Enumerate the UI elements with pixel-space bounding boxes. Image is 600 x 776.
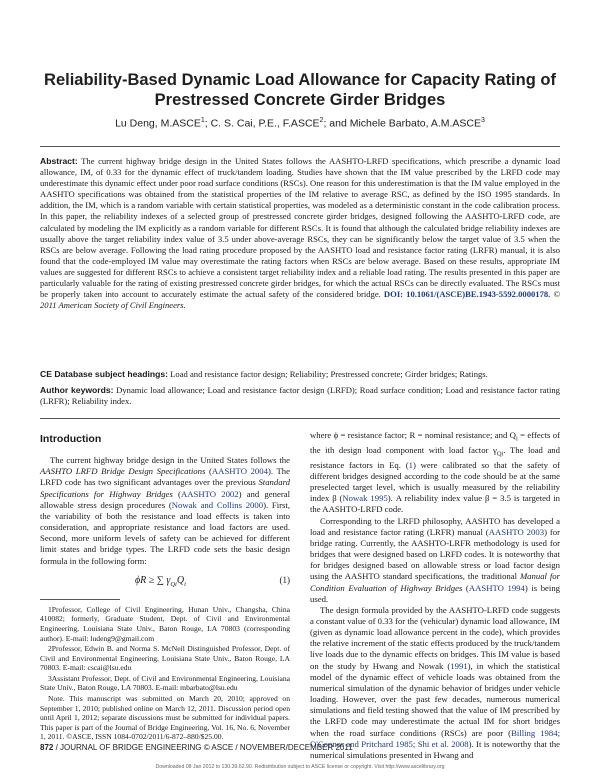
- author-1: Lu Deng, M.ASCE: [115, 117, 201, 130]
- copyright-notice: © 2011 American Society of Civil Engineers.: [40, 289, 560, 311]
- download-notice: Downloaded 08 Jan 2012 to 130.39.62.90. Redistribution subject to ASCE license or copyright. Visit http://www.ascelibrary.org: [155, 764, 445, 770]
- abstract: [40, 156, 560, 311]
- equation-number: (1): [279, 574, 290, 585]
- citation-link[interactable]: AASHTO 2002: [180, 488, 239, 499]
- abstract-text: The current highway bridge design in the United States follows the AASHTO-LRFD specifications, which prescribe a dynamic load allowance, IM, of 0.33 for the dynamic effect of truck/tandem loading. Studies have shown that the IM value prescribed by the LRFD code may underestimate this dynamic effect under poor road surface conditions (RSCs). One reason for this underestimation is that the IM value employed in the AASHTO specifications was obtained from the statistical properties of the IM relative to average RSC, as defined by the ISO 1995 standards. In addition, the IM, which is a random variable with certain statistical properties, was modeled as a deterministic constant in the code calibration process. In this paper, the reliability indexes of a selected group of prestressed concrete girder bridges, designed following the AASHTO-LRFD code, are calculated by modeling the IM explicitly as a random variable for different RSCs. It is found that although the calculated bridge reliability indexes are usually above the target reliability index value of 3.5 under above-average RSCs, they can be significantly below the target value of 3.5 when the RSCs are below average. Following the load rating procedure proposed by the AASHTO load and resistance factor rating (LRFR) manual, it is also found that the code-employed IM value may overestimate the rating factors when RSCs are below average. Based on these results, appropriate IM values are suggested for different RSCs to achieve a consistent target reliability index and a reliable load rating. The results presented in this paper are particularly valuable for the rating of existing prestressed concrete girder bridges, for which the actual RSCs can be directly evaluated. The RSCs must be properly taken into account to accurately estimate the actual safety of the considered bridge.: [40, 156, 560, 300]
- text-run: (: [172, 488, 181, 499]
- subject-headings-text: Load and resistance factor design; Reliability; Prestressed concrete; Girder bridges; Ratings.: [168, 369, 488, 379]
- text-run: . The load and resistance factors in Eq. (: [310, 444, 560, 470]
- paper-title: Reliability-Based Dynamic Load Allowance for Capacity Rating of Prestressed Concrete Girder Bridges: [44, 71, 556, 109]
- affiliation-mark-3: 3: [481, 117, 485, 124]
- citation-link[interactable]: Nowak and Collins 2000: [171, 499, 264, 510]
- text-run: Corresponding to the LRFD philosophy, AASHTO has developed a load and resistance factor rating (LRFR) manual (: [310, 515, 560, 537]
- right-column: [310, 430, 560, 761]
- citation-link[interactable]: Billing 1984; O'Connor and Pritchard 1985; Shi et al. 2008: [310, 727, 560, 749]
- text-run: = effects of the ith design load component with load factor γ: [310, 430, 560, 455]
- text-run: ). It is noteworthy that the numerical simulations presented in Hwang and: [310, 738, 560, 760]
- affiliation-mark-1: 1: [200, 117, 205, 124]
- manuscript-note: Note. This manuscript was submitted on March 20, 2010; approved on September 1, 2010; published online on March 12, 2011. Discussion period open until April 1, 2012; separate discussions must be submitted for individual papers. This paper is part of the Journal of Bridge Engineering, Vol. 16, No. 6, November 1, 2011. ©ASCE, ISSN 1084-0702/2011/6-872–880/$25.00.: [40, 694, 290, 742]
- top-divider: [40, 146, 560, 147]
- keywords-label: Author keywords:: [40, 385, 114, 395]
- text-run: ). The LRFD code has two significant advantages over the previous: [40, 466, 291, 488]
- text-run: ) were calibrated so that the safety of different bridges designed according to the code should be at the same preselected target level, which is usually measured by the reliability index β (: [310, 459, 560, 504]
- author-keywords: [40, 385, 560, 407]
- subject-headings: [40, 369, 560, 380]
- body-paragraph-2: [310, 516, 560, 605]
- footnote-divider: [40, 599, 120, 600]
- text-run: ) is being used.: [310, 582, 561, 604]
- equation-link[interactable]: 1: [408, 459, 413, 470]
- affiliation-mark-2: 2: [319, 117, 324, 124]
- equation-1: [40, 575, 290, 591]
- journal-info: / JOURNAL OF BRIDGE ENGINEERING © ASCE / NOVEMBER/DECEMBER 2011: [53, 743, 353, 752]
- footnote-3: 3Assistant Professor, Dept. of Civil and Environmental Engineering, Louisiana State Univ., Baton Rouge, LA 70803. E-mail: mbarbato@lsu.edu: [40, 673, 290, 693]
- text-run: where ϕ = resistance factor; R = nominal resistance; and Q: [310, 430, 516, 440]
- footnote-1: 1Professor, College of Civil Engineering, Hunan Univ., Changsha, China 410082; formerly, Graduate Student, Dept. of Civil and Environmental Engineering, Louisiana State Univ., Baton Rouge, LA 70803 (corresponding author). E-mail: ludeng9@gmail.com: [40, 604, 290, 643]
- abstract-label: Abstract:: [40, 156, 78, 166]
- citation-link[interactable]: Nowak 1995: [342, 493, 388, 504]
- subscript: Qi: [496, 450, 504, 458]
- page-number: 872: [40, 743, 54, 752]
- text-run: ). A reliability index value β = 3.5 is targeted in the AASHTO-LRFD code.: [310, 493, 560, 515]
- equation-subscript: Qi: [170, 580, 177, 588]
- text-run: (: [462, 582, 469, 593]
- text-run: ) for bridge rating. Currently, the AASHTO-LRFR methodology is used for bridges that were designed based on LRFD codes. It is noteworthy that for bridges designed based on allowable stress or load factor design using the AASHTO standard specifications, the traditional: [310, 526, 561, 582]
- author-list: [40, 117, 560, 130]
- citation-link[interactable]: AASHTO 2004: [211, 466, 268, 477]
- section-heading-introduction: Introduction: [40, 433, 102, 445]
- section-divider: [40, 418, 560, 419]
- left-column: [40, 430, 290, 743]
- equation-text: ϕR ≥ ∑ γ: [135, 574, 171, 586]
- text-run: (: [205, 466, 212, 477]
- citation-link[interactable]: AASHTO 2003: [488, 526, 545, 537]
- footnote-2: 2Professor, Edwin B. and Norma S. McNeil Distinguished Professor, Dept. of Civil and Environmental Engineering, Louisiana State Univ., Baton Rouge, LA 70803. E-mail: cscai@lsu.edu: [40, 644, 290, 673]
- body-paragraph-3: [310, 605, 560, 761]
- intro-paragraph-1: [40, 455, 290, 567]
- text-run: ), in which the statistical model of the dynamic effect of vehicle loads was obtained from the numerical simulation of the dynamic behavior of bridges under vehicle loading. However, over the past few decades, numerous numerical simulations and field testing showed that the value of IM prescribed by the LRFD code may underestimate the actual IM for short bridges when the road surface conditions (RSCs) are poor (: [310, 660, 560, 738]
- text-run: ) and general allowable stress design procedures (: [40, 488, 290, 510]
- equation-subscript: i: [184, 580, 186, 588]
- author-3: ; and Michele Barbato, A.M.ASCE: [323, 117, 482, 130]
- page-footer: [40, 743, 353, 752]
- equation-body: [135, 575, 186, 590]
- doi-link[interactable]: DOI: 10.1061/(ASCE)BE.1943-5592.0000178.: [383, 289, 551, 300]
- text-run-italic: Manual for Condition Evaluation of Highway Bridges: [310, 571, 560, 593]
- subject-headings-label: CE Database subject headings:: [40, 369, 168, 379]
- equation-text: Q: [176, 574, 185, 586]
- text-run: The design formula provided by the AASHTO-LRFD code suggests a constant value of 0.33 for the (vehicular) dynamic load allowance, IM (given as dynamic load allowance percent in the code), which provides the relative increment of the static effects produced by the truck/tandem live loads due to the dynamic effects on bridges. This IM value is based on the study by Hwang and Nowak (: [310, 604, 560, 671]
- text-run-italic: AASHTO LRFD Bridge Design Specifications: [40, 466, 206, 477]
- body-paragraph-1: [310, 430, 560, 516]
- text-run-italic: Standard Specifications for Highway Bridges: [40, 477, 290, 499]
- subscript: i: [515, 435, 518, 443]
- citation-link[interactable]: AASHTO 1994: [468, 582, 525, 593]
- text-run: ). First, the variability of both the resistance and load effects is taken into consideration, and appropriate resistance and load factors are used. Second, more uniform levels of safety can be achieved for different limit states and bridge types. The LRFD code sets the basic design formula in the following form:: [40, 499, 290, 566]
- author-2: ; C. S. Cai, P.E., F.ASCE: [204, 117, 320, 130]
- keywords-text: Dynamic load allowance; Load and resistance factor design (LRFD); Road surface condition; Load and resistance factor rating (LRFR); Reliability index.: [40, 385, 560, 406]
- citation-link[interactable]: 1991: [450, 660, 468, 671]
- text-run: The current highway bridge design in the United States follows the: [50, 455, 290, 466]
